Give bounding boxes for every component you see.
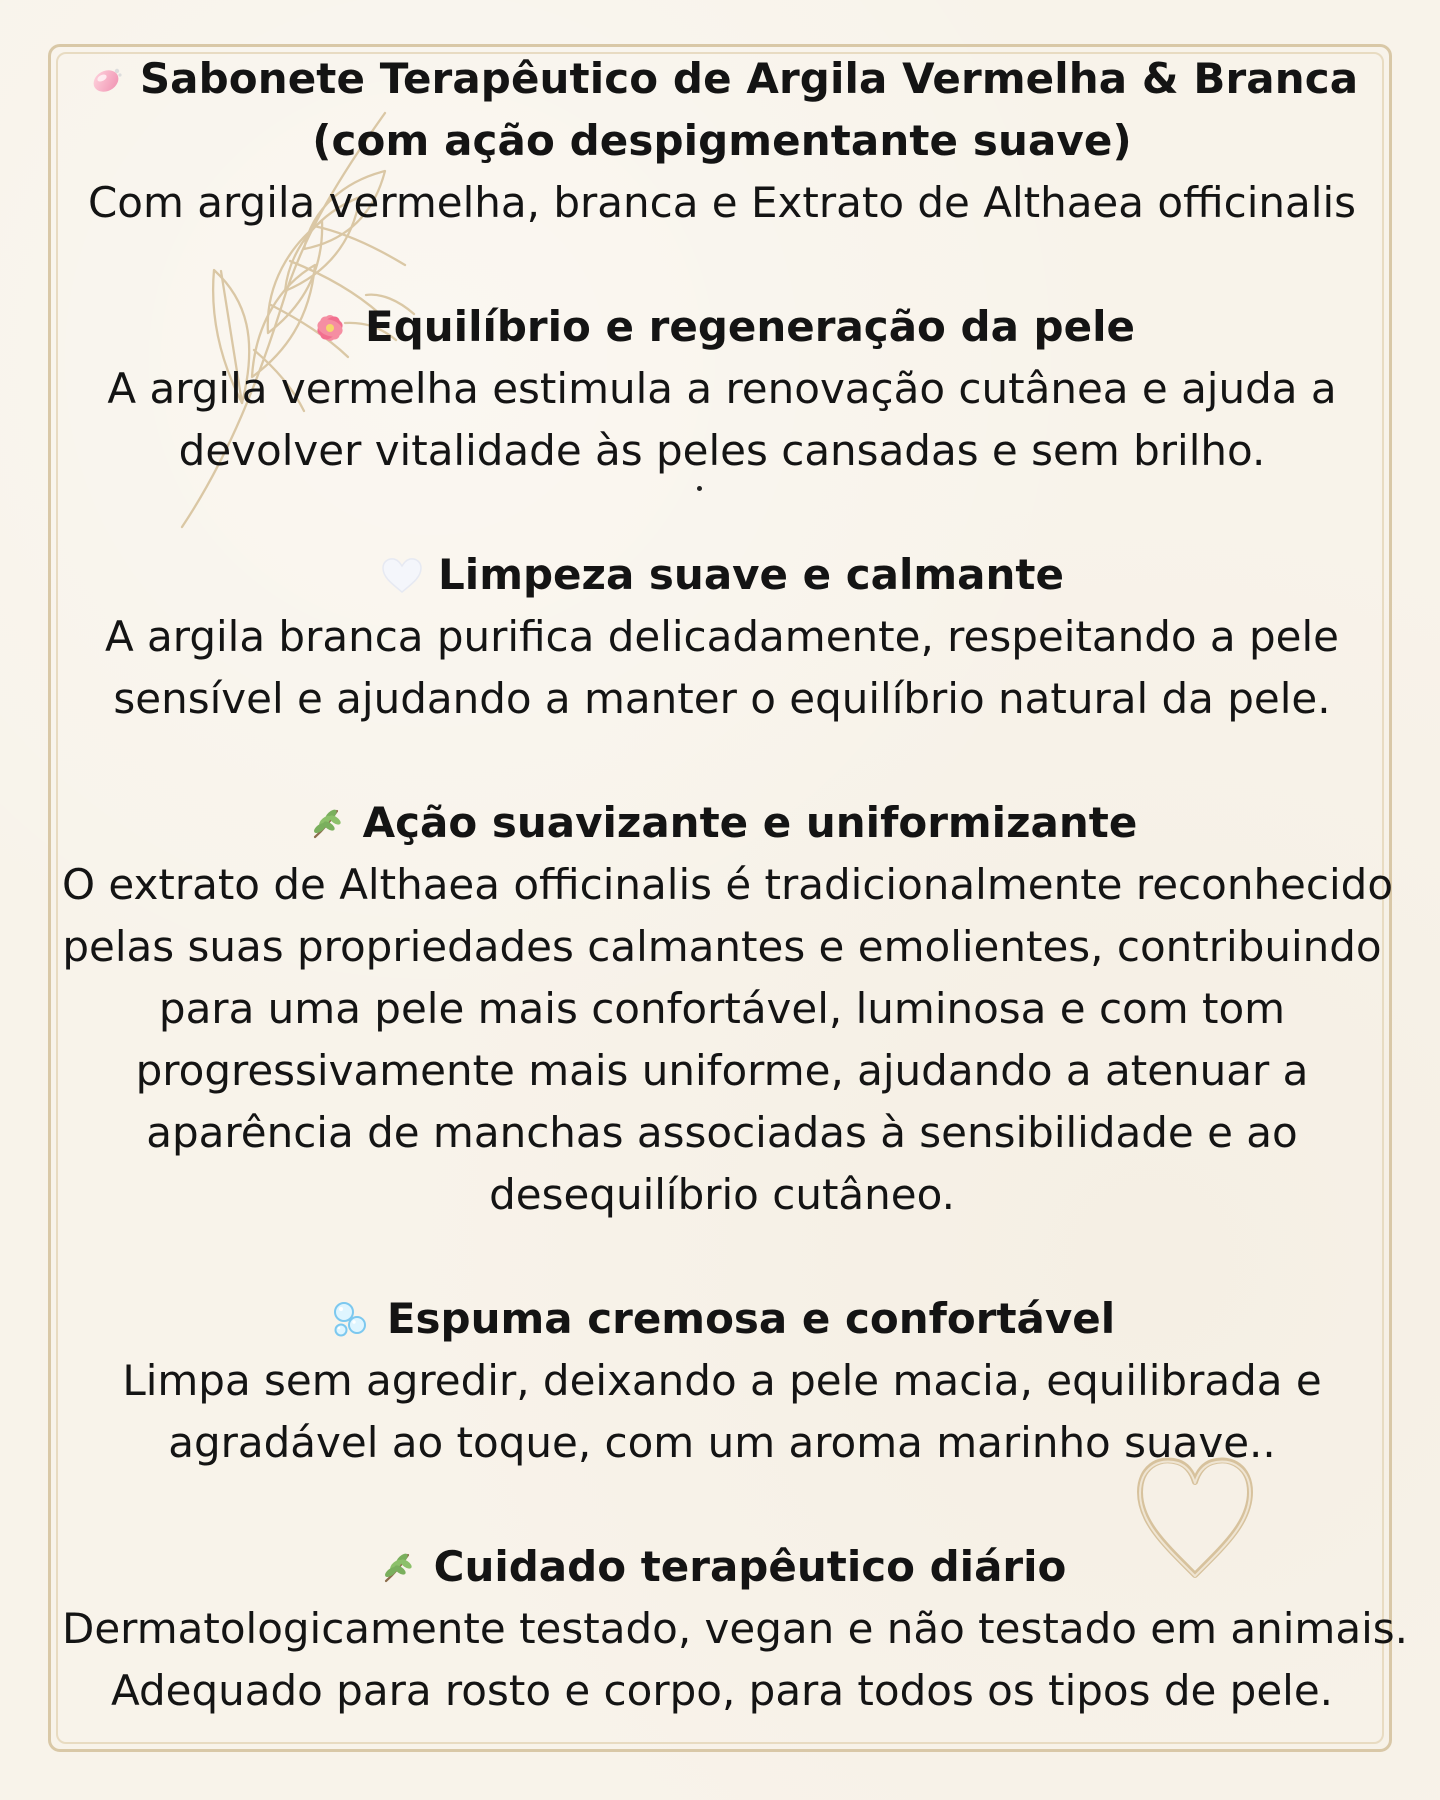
bubbles-icon — [329, 1298, 373, 1342]
hibiscus-icon — [309, 307, 351, 349]
white-heart-icon — [380, 556, 424, 596]
body-line-1: A argila branca purifica delicadamente, respeitando a pele — [104, 612, 1340, 661]
soap-icon — [86, 60, 126, 100]
herb-icon — [378, 1547, 420, 1589]
section-acao — [62, 792, 1394, 1226]
title-line-2: (com ação despigmentante suave) — [312, 116, 1132, 165]
section-body — [62, 1350, 1382, 1474]
body-line-2: Adequado para rosto e corpo, para todos os tipos de pele. — [110, 1666, 1334, 1715]
section-heading — [62, 544, 1382, 606]
section-heading — [62, 792, 1382, 854]
section-body — [62, 358, 1382, 482]
section-heading-label: Espuma cremosa e confortável — [386, 1294, 1116, 1343]
body-line-1: O extrato de Althaea officinalis é tradicionalmente reconhecido — [62, 860, 1394, 909]
section-equilibrio — [62, 296, 1382, 482]
section-body — [62, 606, 1382, 730]
body-line-1: Dermatologicamente testado, vegan e não testado em animais. — [62, 1604, 1408, 1653]
section-heading-label: Ação suavizante e uniformizante — [362, 798, 1138, 847]
section-heading — [62, 1288, 1382, 1350]
body-line-5: aparência de manchas associadas à sensibilidade e ao — [146, 1108, 1298, 1157]
content-panel — [62, 48, 1408, 1748]
herb-icon — [307, 803, 349, 845]
section-body — [62, 854, 1394, 1226]
body-line-2: agradável ao toque, com um aroma marinho suave.. — [168, 1418, 1276, 1467]
body-line-2: devolver vitalidade às peles cansadas e sem brilho. — [178, 426, 1266, 475]
section-body — [62, 1598, 1408, 1722]
body-line-1: Limpa sem agredir, deixando a pele macia, equilibrada e — [122, 1356, 1322, 1405]
body-line-3: para uma pele mais confortável, luminosa e com tom — [158, 984, 1286, 1033]
section-limpeza — [62, 544, 1382, 730]
section-cuidado — [62, 1536, 1408, 1722]
subtitle: Com argila vermelha, branca e Extrato de Althaea officinalis — [87, 178, 1357, 227]
page-title — [62, 48, 1382, 172]
body-line-2: pelas suas propriedades calmantes e emolientes, contribuindo — [62, 922, 1382, 971]
body-line-4: progressivamente mais uniforme, ajudando a atenuar a — [135, 1046, 1309, 1095]
body-line-1: A argila vermelha estimula a renovação cutânea e ajuda a — [107, 364, 1337, 413]
section-heading-label: Limpeza suave e calmante — [438, 550, 1064, 599]
section-heading — [62, 1536, 1382, 1598]
section-heading-label: Cuidado terapêutico diário — [433, 1542, 1067, 1591]
section-heading-label: Equilíbrio e regeneração da pele — [365, 302, 1135, 351]
body-line-6: desequilíbrio cutâneo. — [489, 1170, 955, 1219]
section-heading — [62, 296, 1382, 358]
title-line-1: Sabonete Terapêutico de Argila Vermelha & Branca — [139, 54, 1359, 103]
section-espuma — [62, 1288, 1382, 1474]
body-line-2: sensível e ajudando a manter o equilíbrio natural da pele. — [113, 674, 1331, 723]
